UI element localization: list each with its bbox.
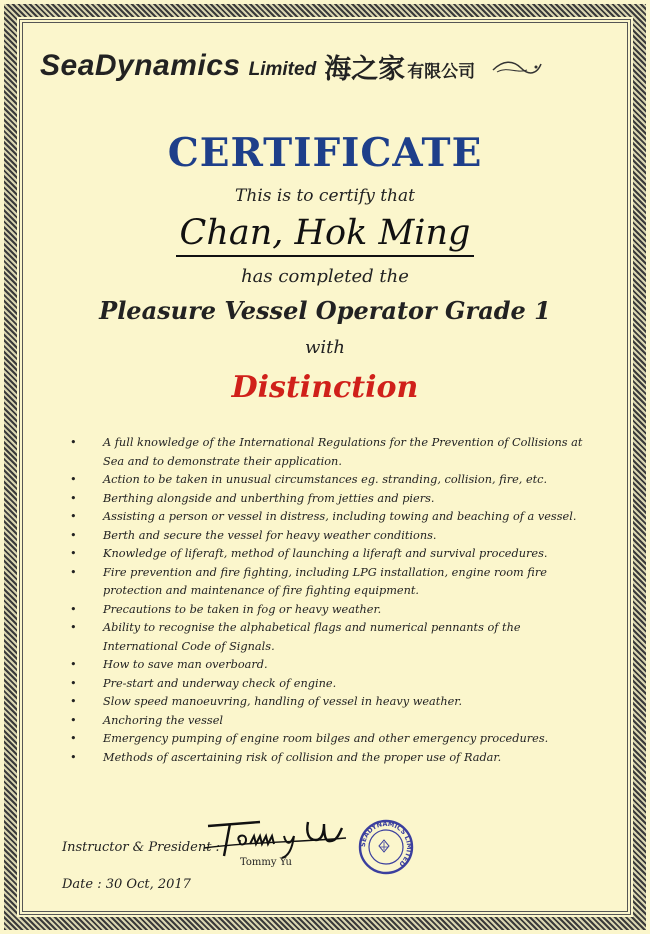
- issue-date: Date : 30 Oct, 2017: [62, 877, 191, 892]
- list-item: • A full knowledge of the International Regulations for the Prevention of Collisions at Sea and to demonstrate their application.: [70, 434, 590, 471]
- certificate-title: CERTIFICATE: [167, 130, 483, 176]
- wave-logo-icon: [491, 58, 543, 78]
- competency-list: [70, 434, 590, 767]
- company-name: SeaDynamics: [40, 49, 241, 82]
- signer-name: Tommy Yu: [240, 857, 292, 868]
- instructor-label: Instructor & President :: [62, 840, 220, 855]
- completed-line: has completed the: [241, 266, 409, 287]
- list-item: • Knowledge of liferaft, method of launching a liferaft and survival procedures.: [70, 545, 590, 564]
- company-header: [40, 46, 620, 86]
- signature-image: [200, 812, 350, 862]
- list-item: • Slow speed manoeuvring, handling of vessel in heavy weather.: [70, 693, 590, 712]
- list-item: • Action to be taken in unusual circumstances eg. stranding, collision, fire, etc.: [70, 471, 590, 490]
- company-name-suffix: Limited: [248, 59, 317, 80]
- list-item: • Berth and secure the vessel for heavy weather conditions.: [70, 527, 590, 546]
- with-line: with: [305, 337, 345, 358]
- list-item: • How to save man overboard.: [70, 656, 590, 675]
- list-item: • Berthing alongside and unberthing from jetties and piers.: [70, 490, 590, 509]
- company-name-chinese: 海之家: [324, 53, 406, 85]
- list-item: • Assisting a person or vessel in distress, including towing and beaching of a vessel.: [70, 508, 590, 527]
- recipient-name-block: [0, 213, 650, 253]
- svg-text:SEADYNAMICS LIMITED: SEADYNAMICS LIMITED: [358, 819, 414, 869]
- grade-distinction: Distinction: [231, 370, 419, 405]
- certify-line: This is to certify that: [235, 186, 415, 206]
- list-item: • Anchoring the vessel: [70, 712, 590, 731]
- course-name: Pleasure Vessel Operator Grade 1: [99, 296, 551, 325]
- recipient-name: Chan, Hok Ming: [176, 213, 475, 257]
- company-seal-stamp: [357, 818, 415, 876]
- list-item: • Precautions to be taken in fog or heavy weather.: [70, 601, 590, 620]
- list-item: • Pre-start and underway check of engine.: [70, 675, 590, 694]
- list-item: • Methods of ascertaining risk of collision and the proper use of Radar.: [70, 749, 590, 768]
- company-name-chinese-suffix: 有限公司: [407, 61, 476, 82]
- list-item: • Ability to recognise the alphabetical flags and numerical pennants of the International Code of Signals.: [70, 619, 590, 656]
- list-item: • Emergency pumping of engine room bilges and other emergency procedures.: [70, 730, 590, 749]
- list-item: • Fire prevention and fire fighting, including LPG installation, engine room fire protection and maintenance of fire fighting equipment.: [70, 564, 590, 601]
